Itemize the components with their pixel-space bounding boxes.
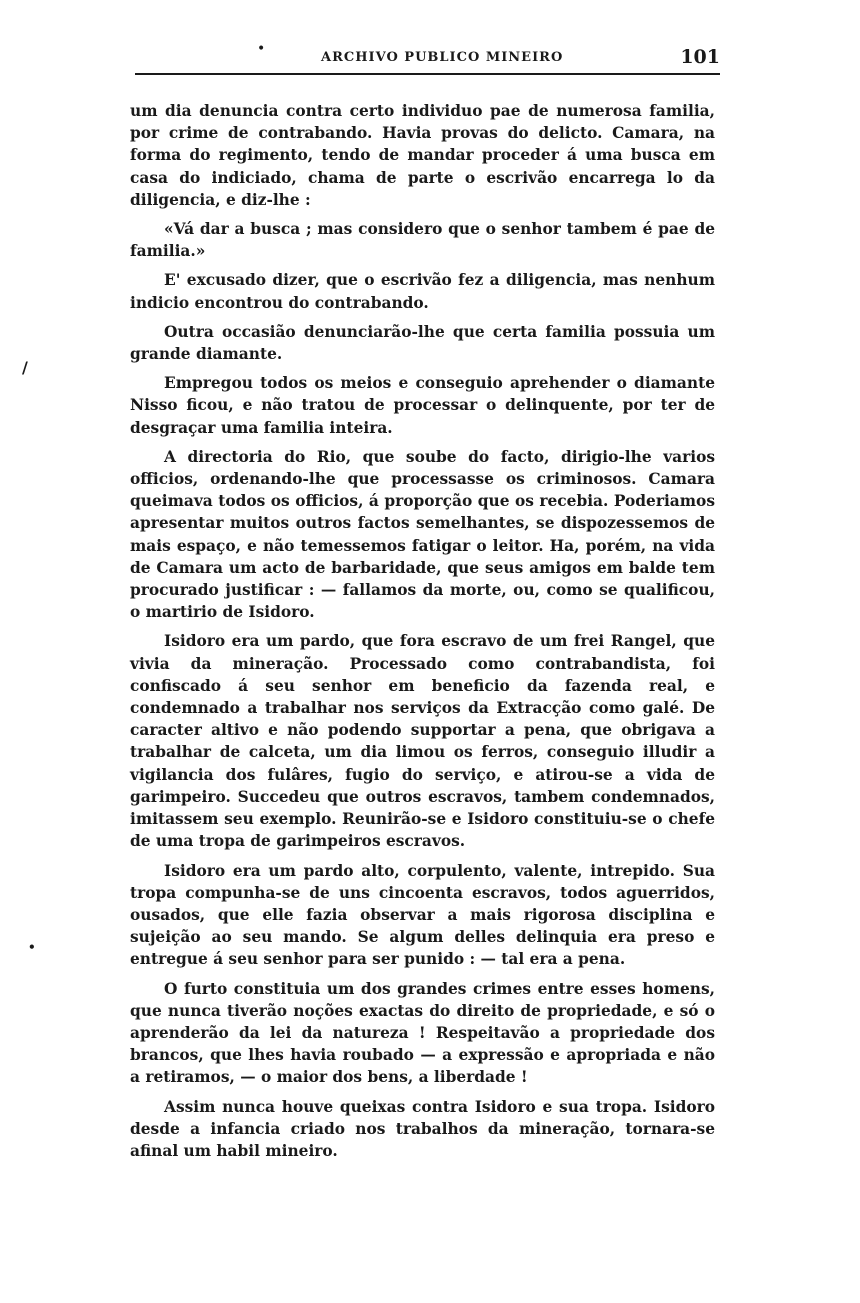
paragraph: Empregou todos os meios e conseguio aprehender o diamante Nisso ficou, e não tratou de processar o delinquente, por ter de desgraçar uma familia inteira.: [130, 374, 715, 437]
paragraph: Assim nunca houve queixas contra Isidoro e sua tropa. Isidoro desde a infancia criado nos trabalhos da mineração, tornara-se afinal um habil mineiro.: [130, 1097, 715, 1160]
margin-mark: /: [22, 358, 28, 377]
margin-mark: •: [28, 940, 36, 954]
paragraph: E' excusado dizer, que o escrivão fez a diligencia, mas nenhum indicio encontrou do contrabando.: [130, 271, 715, 312]
paragraph: «Vá dar a busca ; mas considero que o senhor tambem é pae de familia.»: [130, 220, 715, 261]
running-title: ARCHIVO PUBLICO MINEIRO: [321, 50, 564, 65]
page-number: 101: [680, 46, 720, 68]
paragraph: A directoria do Rio, que soube do facto, dirigio-lhe varios officios, ordenando-lhe que processasse os criminosos. Camara queimava todos os officios, á proporção que os recebia. Poderiamos apresentar muitos outros factos semelhantes, se dispozessemos de mais espaço, e não temessemos fatigar o leitor. Ha, porém, na vida de Camara um acto de barbaridade, que seus amigos em balde tem procurado justificar : — fallamos da morte, ou, como se qualificou, o martirio de Isidoro.: [130, 447, 715, 622]
paragraph: O furto constituia um dos grandes crimes entre esses homens, que nunca tiverão noções exactas do direito de propriedade, e só o aprenderão da lei da natureza ! Respeitavão a propriedade dos brancos, que lhes havia roubado — a expressão e apropriada e não a retiramos, — o maior dos bens, a liberdade !: [130, 979, 715, 1087]
paragraph: um dia denuncia contra certo individuo pae de numerosa familia, por crime de contrabando. Havia provas do delicto. Camara, na forma do regimento, tendo de mandar proceder á uma busca em casa do indiciado, chama de parte o escrivão encarrega lo da diligencia, e diz-lhe :: [130, 102, 715, 209]
paragraph: Outra occasião denunciarão-lhe que certa familia possuia um grande diamante.: [130, 322, 715, 364]
paragraph: Isidoro era um pardo alto, corpulento, valente, intrepido. Sua tropa compunha-se de uns cincoenta escravos, todos aguerridos, ousados, que elle fazia observar a mais rigorosa disciplina e sujeição ao seu mando. Se algum delles delinquia era preso e entregue á seu senhor para ser punido : — tal era a pena.: [130, 861, 715, 969]
header-dot: •: [257, 41, 266, 57]
header-rule: [135, 73, 720, 77]
paragraph: Isidoro era um pardo, que fora escravo de um frei Rangel, que vivia da mineração. Processado como contrabandista, foi confiscado á seu senhor em beneficio da fazenda real, e condemnado a trabalhar nos serviços da Extracção como galé. De caracter altivo e não podendo supportar a pena, que obrigava a trabalhar de calceta, um dia limou os ferros, conseguio illudir a vigilancia dos fulâres, fugio do serviço, e atirou-se a vida de garimpeiro. Succedeu que outros escravos, tambem condemnados, imitassem seu exemplo. Reunirão-se e Isidoro constituiu-se o chefe de uma tropa de garimpeiros escravos.: [130, 632, 715, 851]
page-header: [135, 40, 720, 80]
body-text: [130, 100, 715, 1169]
